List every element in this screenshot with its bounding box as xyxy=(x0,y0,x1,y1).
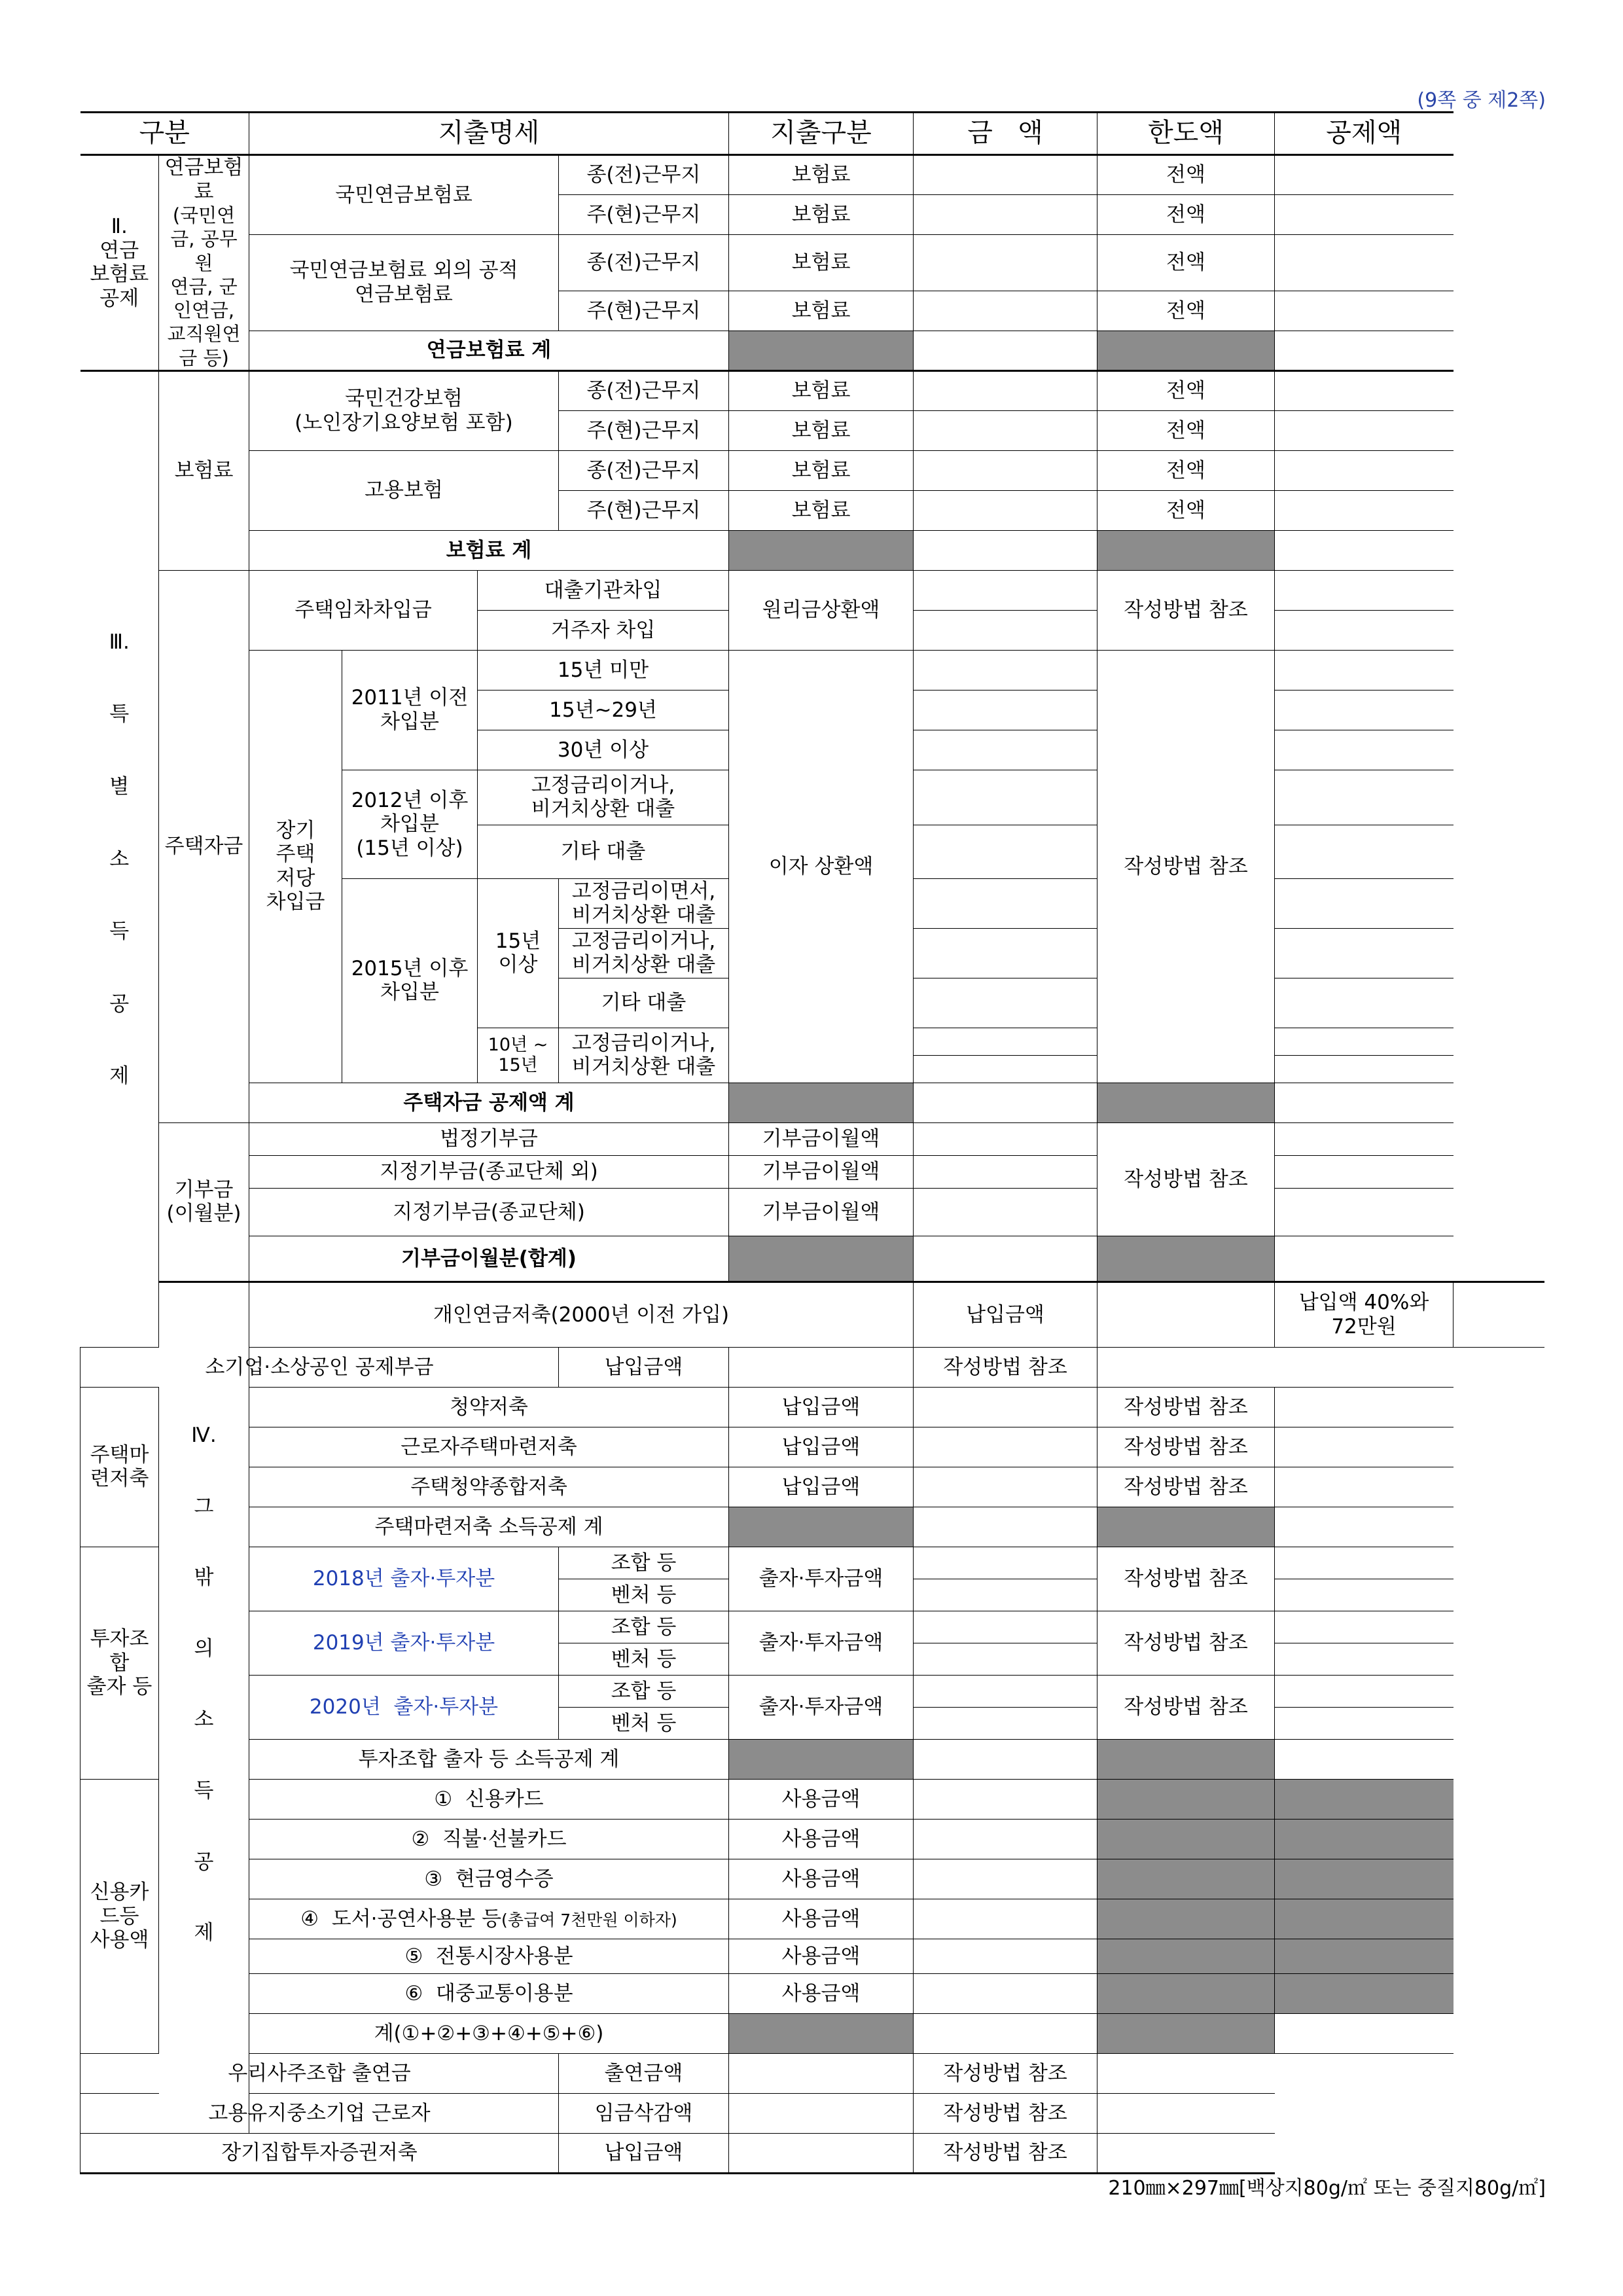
donation-subgroup: 기부금 (이월분) xyxy=(159,1122,249,1282)
long-term-fund-label: 장기집합투자증권저축 xyxy=(80,2133,559,2173)
shaded-cell xyxy=(729,331,914,370)
after-2015-label: 2015년 이후 차입분 xyxy=(342,878,478,1083)
lender-loan-label: 대출기관차입 xyxy=(478,570,729,610)
after-2012-label: 2012년 이후 차입분 (15년 이상) xyxy=(342,770,478,878)
deduction-field[interactable] xyxy=(1275,530,1454,570)
amount-field[interactable] xyxy=(914,1507,1097,1547)
amount-field[interactable] xyxy=(914,1467,1097,1507)
deduction-field[interactable] xyxy=(1275,450,1454,490)
limit-value: 작성방법 참조 xyxy=(1097,1675,1275,1739)
expense-type: 이자 상환액 xyxy=(729,650,914,1083)
expense-type: 납입금액 xyxy=(914,1282,1097,1347)
deduction-field[interactable] xyxy=(1275,1579,1454,1611)
shaded-cell xyxy=(1097,1859,1275,1899)
amount-field[interactable] xyxy=(914,1939,1097,1973)
amount-field[interactable] xyxy=(729,2053,914,2093)
table-row xyxy=(80,1675,1545,1707)
deduction-field[interactable] xyxy=(1454,1282,1545,1347)
table-row xyxy=(80,1507,1545,1547)
table-row xyxy=(80,1188,1545,1236)
deduction-field[interactable] xyxy=(1275,1467,1454,1507)
expense-type: 납입금액 xyxy=(729,1387,914,1427)
deduction-field[interactable] xyxy=(1275,490,1454,530)
section-title-iv: Ⅳ. 그 밖 의 소 득 공 제 xyxy=(159,1282,249,2133)
expense-type: 원리금상환액 xyxy=(729,570,914,650)
limit-value: 작성방법 참조 xyxy=(914,2093,1097,2133)
header-category: 구분 xyxy=(80,113,249,155)
deduction-field[interactable] xyxy=(1275,195,1454,235)
card-item-label: ② 직불·선불카드 xyxy=(249,1819,729,1859)
amount-field[interactable] xyxy=(914,1643,1097,1675)
table-row xyxy=(80,1236,1545,1282)
card-item-label: ⑥ 대중교통이용분 xyxy=(249,1973,729,2013)
card-item-label: ⑤ 전통시장사용분 xyxy=(249,1939,729,1973)
shaded-cell xyxy=(1097,530,1275,570)
amount-field[interactable] xyxy=(914,1899,1097,1939)
amount-field[interactable] xyxy=(914,878,1097,928)
invest-type-label: 조합 등 xyxy=(559,1675,729,1707)
amount-field[interactable] xyxy=(914,235,1097,291)
sme-worker-label: 고용유지중소기업 근로자 xyxy=(80,2093,559,2133)
table-row xyxy=(80,1819,1545,1859)
deduction-field[interactable] xyxy=(1275,1122,1454,1155)
deduction-field[interactable] xyxy=(1097,2093,1275,2133)
deduction-field[interactable] xyxy=(1275,1675,1454,1707)
amount-field[interactable] xyxy=(914,1779,1097,1819)
shaded-cell xyxy=(1275,1973,1454,2013)
donation-label: 지정기부금(종교단체 외) xyxy=(249,1155,729,1188)
header-detail: 지출명세 xyxy=(249,113,729,155)
term-label: 15년~29년 xyxy=(478,690,729,730)
expense-type: 기부금이월액 xyxy=(729,1122,914,1155)
savings-label: 근로자주택마련저축 xyxy=(249,1427,729,1467)
amount-field[interactable] xyxy=(914,1055,1097,1083)
expense-type: 출자·투자금액 xyxy=(729,1675,914,1739)
workplace-label: 종(전)근무지 xyxy=(559,370,729,410)
table-row xyxy=(80,1547,1545,1579)
workplace-label: 주(현)근무지 xyxy=(559,490,729,530)
expense-type: 출자·투자금액 xyxy=(729,1547,914,1611)
amount-field[interactable] xyxy=(1097,1282,1275,1347)
amount-field[interactable] xyxy=(914,730,1097,770)
header-limit: 한도액 xyxy=(1097,113,1275,155)
deduction-field[interactable] xyxy=(1275,825,1454,878)
table-row xyxy=(80,2053,1545,2093)
table-row xyxy=(80,1282,1545,1347)
table-row xyxy=(80,1859,1545,1899)
amount-field[interactable] xyxy=(914,690,1097,730)
small-business-label: 소기업·소상공인 공제부금 xyxy=(80,1347,559,1387)
amount-field[interactable] xyxy=(914,370,1097,410)
shaded-cell xyxy=(1275,1899,1454,1939)
card-item-label: ① 신용카드 xyxy=(249,1779,729,1819)
table-row xyxy=(80,1779,1545,1819)
table-row xyxy=(80,155,1545,195)
amount-field[interactable] xyxy=(914,1083,1097,1122)
amount-field[interactable] xyxy=(914,1155,1097,1188)
loan-type-label: 기타 대출 xyxy=(559,978,729,1028)
loan-type-label: 고정금리이거나, 비거치상환 대출 xyxy=(559,928,729,978)
deduction-field[interactable] xyxy=(1275,610,1454,650)
amount-field[interactable] xyxy=(914,1028,1097,1055)
amount-field[interactable] xyxy=(914,291,1097,331)
amount-field[interactable] xyxy=(914,530,1097,570)
limit-value: 작성방법 참조 xyxy=(1097,650,1275,1083)
header-amount: 금 액 xyxy=(914,113,1097,155)
expense-type: 사용금액 xyxy=(729,1819,914,1859)
loan-type-label: 고정금리이거나, 비거치상환 대출 xyxy=(559,1028,729,1083)
investment-subgroup: 투자조합 출자 등 xyxy=(80,1547,159,1779)
table-row xyxy=(80,530,1545,570)
limit-value: 전액 xyxy=(1097,291,1275,331)
pension-total-label: 연금보험료 계 xyxy=(249,331,729,370)
housing-fund-subgroup: 주택자금 xyxy=(159,570,249,1122)
amount-field[interactable] xyxy=(914,331,1097,370)
shaded-cell xyxy=(1097,1507,1275,1547)
amount-field[interactable] xyxy=(914,650,1097,690)
table-row xyxy=(80,1122,1545,1155)
expense-type: 보험료 xyxy=(729,155,914,195)
donation-label: 지정기부금(종교단체) xyxy=(249,1188,729,1236)
card-total-label: 계(①+②+③+④+⑤+⑥) xyxy=(249,2013,729,2053)
shaded-cell xyxy=(1097,1819,1275,1859)
deduction-field[interactable] xyxy=(1275,331,1454,370)
term-15plus-label: 15년 이상 xyxy=(478,878,559,1028)
table-row xyxy=(80,2093,1545,2133)
amount-field[interactable] xyxy=(914,1579,1097,1611)
limit-value: 전액 xyxy=(1097,490,1275,530)
shaded-cell xyxy=(729,530,914,570)
mortgage-loan-label: 장기 주택 저당 차입금 xyxy=(249,650,342,1083)
header-type: 지출구분 xyxy=(729,113,914,155)
deduction-field[interactable] xyxy=(1275,1028,1454,1055)
term-label: 30년 이상 xyxy=(478,730,729,770)
loan-type-label: 기타 대출 xyxy=(478,825,729,878)
lease-loan-label: 주택임차차입금 xyxy=(249,570,478,650)
deduction-field[interactable] xyxy=(1275,1155,1454,1188)
shaded-cell xyxy=(1275,1859,1454,1899)
amount-field[interactable] xyxy=(914,770,1097,825)
shaded-cell xyxy=(1097,1083,1275,1122)
deduction-field[interactable] xyxy=(1275,878,1454,928)
insurance-subgroup: 보험료 xyxy=(159,370,249,570)
deduction-form-table xyxy=(80,111,1544,2174)
shaded-cell xyxy=(729,1739,914,1779)
deduction-field[interactable] xyxy=(1275,1507,1454,1547)
table-row xyxy=(80,1347,1545,1387)
table-row xyxy=(80,1939,1545,1973)
workplace-label: 주(현)근무지 xyxy=(559,410,729,450)
pension-subgroup: 연금보험료 (국민연금, 공무원 연금, 군인연금, 교직원연금 등) xyxy=(159,155,249,371)
amount-field[interactable] xyxy=(914,1675,1097,1707)
expense-type: 보험료 xyxy=(729,195,914,235)
expense-type: 보험료 xyxy=(729,490,914,530)
amount-field[interactable] xyxy=(914,570,1097,610)
expense-type: 임금삭감액 xyxy=(559,2093,729,2133)
amount-field[interactable] xyxy=(729,1347,914,1387)
deduction-field[interactable] xyxy=(1275,770,1454,825)
amount-field[interactable] xyxy=(914,410,1097,450)
amount-field[interactable] xyxy=(914,1387,1097,1427)
amount-field[interactable] xyxy=(729,2093,914,2133)
term-10-15-label: 10년 ~ 15년 xyxy=(478,1028,559,1083)
expense-type: 기부금이월액 xyxy=(729,1155,914,1188)
card-item-label: ④ 도서·공연사용분 등(총급여 7천만원 이하자) xyxy=(249,1899,729,1939)
amount-field[interactable] xyxy=(914,155,1097,195)
deduction-field[interactable] xyxy=(1275,1055,1454,1083)
expense-type: 납입금액 xyxy=(729,1467,914,1507)
expense-type: 출연금액 xyxy=(559,2053,729,2093)
limit-value: 전액 xyxy=(1097,155,1275,195)
expense-type: 보험료 xyxy=(729,235,914,291)
amount-field[interactable] xyxy=(914,450,1097,490)
invest-type-label: 벤처 등 xyxy=(559,1707,729,1739)
workplace-label: 종(전)근무지 xyxy=(559,450,729,490)
donation-total-label: 기부금이월분(합계) xyxy=(249,1236,729,1282)
amount-field[interactable] xyxy=(914,1973,1097,2013)
table-row xyxy=(80,370,1545,410)
deduction-field[interactable] xyxy=(1275,1427,1454,1467)
table-row xyxy=(80,450,1545,490)
investment-year-label: 2019년 출자·투자분 xyxy=(249,1611,559,1675)
shaded-cell xyxy=(1097,1939,1275,1973)
expense-type: 납입금액 xyxy=(559,2133,729,2173)
expense-type: 사용금액 xyxy=(729,1899,914,1939)
limit-value: 작성방법 참조 xyxy=(914,1347,1097,1387)
table-row xyxy=(80,1155,1545,1188)
limit-value: 전액 xyxy=(1097,410,1275,450)
employment-insurance-label: 고용보험 xyxy=(249,450,559,530)
shaded-cell xyxy=(729,1083,914,1122)
term-label: 15년 미만 xyxy=(478,650,729,690)
section-title-iii: Ⅲ. 특 별 소 득 공 제 xyxy=(80,370,159,1347)
deduction-field[interactable] xyxy=(1275,370,1454,410)
savings-label: 주택청약종합저축 xyxy=(249,1467,729,1507)
deduction-field[interactable] xyxy=(1275,730,1454,770)
workplace-label: 종(전)근무지 xyxy=(559,155,729,195)
deduction-field[interactable] xyxy=(1275,1707,1454,1739)
shaded-cell xyxy=(1097,1899,1275,1939)
limit-value: 작성방법 참조 xyxy=(1097,1122,1275,1236)
amount-field[interactable] xyxy=(914,1188,1097,1236)
savings-label: 청약저축 xyxy=(249,1387,729,1427)
deduction-field[interactable] xyxy=(1097,2133,1275,2173)
amount-field[interactable] xyxy=(914,1236,1097,1282)
health-insurance-label: 국민건강보험 (노인장기요양보험 포함) xyxy=(249,370,559,450)
table-row xyxy=(80,1973,1545,2013)
table-row xyxy=(80,2133,1545,2173)
deduction-field[interactable] xyxy=(1275,650,1454,690)
amount-field[interactable] xyxy=(914,490,1097,530)
shaded-cell xyxy=(1275,1819,1454,1859)
deduction-field[interactable] xyxy=(1275,1236,1454,1282)
amount-field[interactable] xyxy=(914,1739,1097,1779)
table-row xyxy=(80,1739,1545,1779)
paper-spec-footer: 210㎜×297㎜[백상지80g/㎡ 또는 중질지80g/㎡] xyxy=(1108,2177,1546,2200)
insurance-total-label: 보험료 계 xyxy=(249,530,729,570)
housing-savings-subgroup: 주택마련저축 xyxy=(80,1387,159,1547)
header-deduction: 공제액 xyxy=(1275,113,1454,155)
limit-value: 작성방법 참조 xyxy=(1097,1611,1275,1675)
shaded-cell xyxy=(1097,1779,1275,1819)
amount-field[interactable] xyxy=(914,1707,1097,1739)
amount-field[interactable] xyxy=(914,1611,1097,1643)
shaded-cell xyxy=(729,1507,914,1547)
table-header xyxy=(80,113,1545,155)
table-row xyxy=(80,1467,1545,1507)
amount-field[interactable] xyxy=(914,195,1097,235)
expense-type: 출자·투자금액 xyxy=(729,1611,914,1675)
donation-label: 법정기부금 xyxy=(249,1122,729,1155)
personal-pension-label: 개인연금저축(2000년 이전 가입) xyxy=(249,1282,914,1347)
amount-field[interactable] xyxy=(729,2133,914,2173)
section-title-ii: Ⅱ. 연금 보험료 공제 xyxy=(80,155,159,371)
deduction-field[interactable] xyxy=(1275,978,1454,1028)
amount-field[interactable] xyxy=(914,928,1097,978)
investment-year-label: 2020년 출자·투자분 xyxy=(249,1675,559,1739)
expense-type: 기부금이월액 xyxy=(729,1188,914,1236)
expense-type: 사용금액 xyxy=(729,1973,914,2013)
limit-value: 전액 xyxy=(1097,195,1275,235)
deduction-field[interactable] xyxy=(1275,570,1454,610)
limit-value: 작성방법 참조 xyxy=(1097,570,1275,650)
card-item-label: ③ 현금영수증 xyxy=(249,1859,729,1899)
limit-value: 납입액 40%와 72만원 xyxy=(1275,1282,1454,1347)
shaded-cell xyxy=(1097,2013,1275,2053)
limit-value: 작성방법 참조 xyxy=(914,2053,1097,2093)
limit-value: 전액 xyxy=(1097,235,1275,291)
limit-value: 작성방법 참조 xyxy=(1097,1467,1275,1507)
expense-type: 사용금액 xyxy=(729,1939,914,1973)
table-row xyxy=(80,1611,1545,1643)
loan-type-label: 고정금리이면서, 비거치상환 대출 xyxy=(559,878,729,928)
deduction-field[interactable] xyxy=(1275,1739,1454,1779)
resident-loan-label: 거주자 차입 xyxy=(478,610,729,650)
other-pension-label: 국민연금보험료 외의 공적 연금보험료 xyxy=(249,235,559,331)
limit-value: 전액 xyxy=(1097,370,1275,410)
investment-total-label: 투자조합 출자 등 소득공제 계 xyxy=(249,1739,729,1779)
deduction-field[interactable] xyxy=(1275,690,1454,730)
loan-type-label: 고정금리이거나, 비거치상환 대출 xyxy=(478,770,729,825)
expense-type: 보험료 xyxy=(729,410,914,450)
table-row xyxy=(80,1899,1545,1939)
deduction-field[interactable] xyxy=(1097,1347,1275,1387)
shaded-cell xyxy=(1097,1973,1275,2013)
deduction-field[interactable] xyxy=(1275,1547,1454,1579)
deduction-field[interactable] xyxy=(1275,1643,1454,1675)
national-pension-label: 국민연금보험료 xyxy=(249,155,559,235)
invest-type-label: 벤처 등 xyxy=(559,1579,729,1611)
expense-type: 납입금액 xyxy=(559,1347,729,1387)
table-row xyxy=(80,235,1545,291)
amount-field[interactable] xyxy=(914,2013,1097,2053)
amount-field[interactable] xyxy=(914,1427,1097,1467)
table-row xyxy=(80,650,1545,690)
deduction-field[interactable] xyxy=(1275,291,1454,331)
deduction-field[interactable] xyxy=(1275,2013,1454,2053)
table-row xyxy=(80,570,1545,610)
expense-type: 납입금액 xyxy=(729,1427,914,1467)
table-row xyxy=(80,1083,1545,1122)
amount-field[interactable] xyxy=(914,1819,1097,1859)
invest-type-label: 조합 등 xyxy=(559,1611,729,1643)
deduction-field[interactable] xyxy=(1275,1083,1454,1122)
deduction-field[interactable] xyxy=(1275,1387,1454,1427)
limit-value: 작성방법 참조 xyxy=(1097,1547,1275,1611)
deduction-field[interactable] xyxy=(1275,1188,1454,1236)
limit-value: 전액 xyxy=(1097,450,1275,490)
deduction-field[interactable] xyxy=(1275,155,1454,195)
limit-value: 작성방법 참조 xyxy=(1097,1387,1275,1427)
amount-field[interactable] xyxy=(914,825,1097,878)
amount-field[interactable] xyxy=(914,1122,1097,1155)
shaded-cell xyxy=(729,1236,914,1282)
limit-value: 작성방법 참조 xyxy=(914,2133,1097,2173)
housing-savings-total-label: 주택마련저축 소득공제 계 xyxy=(249,1507,729,1547)
table-row xyxy=(80,331,1545,370)
deduction-field[interactable] xyxy=(1275,928,1454,978)
page-number-label: (9쪽 중 제2쪽) xyxy=(1417,89,1546,112)
expense-type: 보험료 xyxy=(729,450,914,490)
table-row xyxy=(80,2013,1545,2053)
workplace-label: 주(현)근무지 xyxy=(559,291,729,331)
before-2011-label: 2011년 이전 차입분 xyxy=(342,650,478,770)
expense-type: 보험료 xyxy=(729,291,914,331)
limit-value: 작성방법 참조 xyxy=(1097,1427,1275,1467)
shaded-cell xyxy=(1097,331,1275,370)
workplace-label: 종(전)근무지 xyxy=(559,235,729,291)
shaded-cell xyxy=(729,2013,914,2053)
amount-field[interactable] xyxy=(914,610,1097,650)
shaded-cell xyxy=(1275,1939,1454,1973)
card-usage-subgroup: 신용카드등 사용액 xyxy=(80,1779,159,2053)
housing-total-label: 주택자금 공제액 계 xyxy=(249,1083,729,1122)
expense-type: 보험료 xyxy=(729,370,914,410)
deduction-field[interactable] xyxy=(1275,410,1454,450)
amount-field[interactable] xyxy=(914,978,1097,1028)
expense-type: 사용금액 xyxy=(729,1779,914,1819)
deduction-field[interactable] xyxy=(1097,2053,1275,2093)
deduction-field[interactable] xyxy=(1275,235,1454,291)
deduction-field[interactable] xyxy=(1275,1611,1454,1643)
table-row xyxy=(80,1387,1545,1427)
table-row xyxy=(80,1427,1545,1467)
invest-type-label: 벤처 등 xyxy=(559,1643,729,1675)
shaded-cell xyxy=(1275,1779,1454,1819)
shaded-cell xyxy=(1097,1236,1275,1282)
amount-field[interactable] xyxy=(914,1859,1097,1899)
shaded-cell xyxy=(1097,1739,1275,1779)
invest-type-label: 조합 등 xyxy=(559,1547,729,1579)
investment-year-label: 2018년 출자·투자분 xyxy=(249,1547,559,1611)
amount-field[interactable] xyxy=(914,1547,1097,1579)
expense-type: 사용금액 xyxy=(729,1859,914,1899)
workplace-label: 주(현)근무지 xyxy=(559,195,729,235)
esop-label: 우리사주조합 출연금 xyxy=(80,2053,559,2093)
